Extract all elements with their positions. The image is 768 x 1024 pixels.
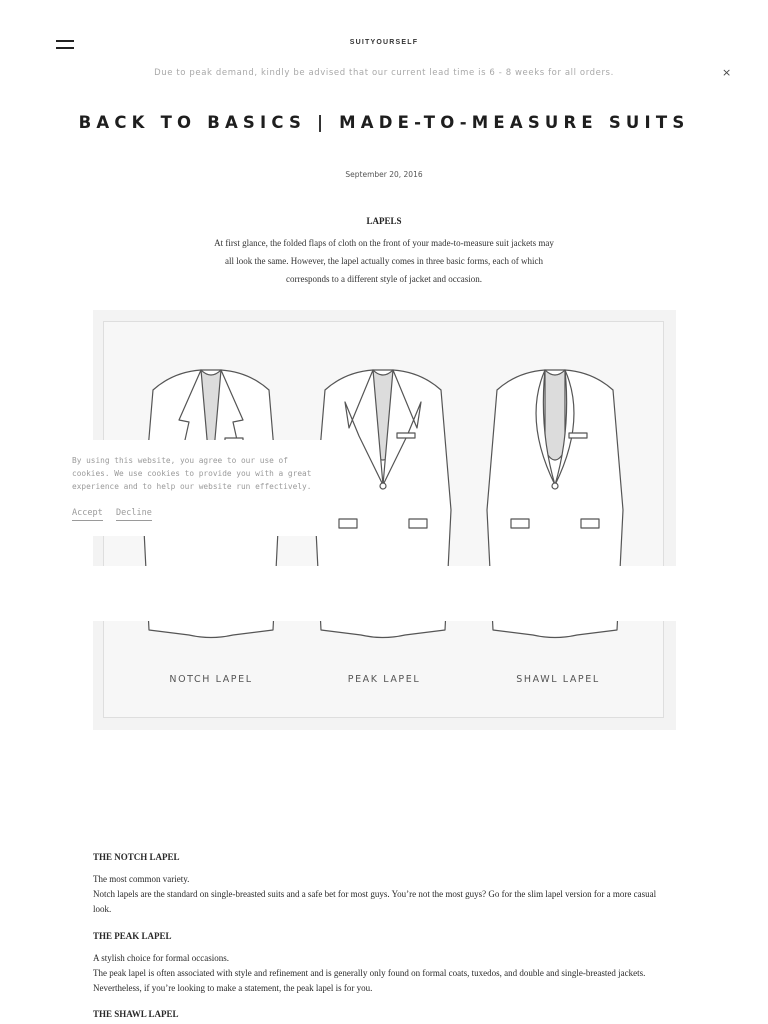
cookie-banner	[66, 440, 322, 536]
section-heading-lapels: LAPELS	[366, 216, 402, 226]
peak-lapel-label: PEAK LAPEL	[347, 674, 421, 685]
post-date: September 20, 2016	[345, 170, 423, 179]
accept-button[interactable]: Accept	[72, 508, 103, 521]
section-shawl	[93, 1009, 673, 1019]
section-peak	[93, 931, 673, 996]
section-heading: THE SHAWL LAPEL	[93, 1009, 179, 1019]
section-heading: THE PEAK LAPEL	[93, 931, 172, 941]
menu-line	[56, 47, 74, 49]
section-text: Notch lapels are the standard on single-breasted suits and a safe bet for most guys. You’re not the most guys? Go for the slim lapel version for a more casual look.	[93, 889, 657, 914]
section-text: A stylish choice for formal occasions.	[93, 953, 229, 963]
section-text: The peak lapel is often associated with style and refinement and is generally only found on formal coats, tuxedos, and double and single-breasted jackets. Nevertheless, if you’re looking to make a statement, the peak lapel is for you.	[93, 968, 646, 993]
section-text: The most common variety.	[93, 874, 190, 884]
decline-button[interactable]: Decline	[116, 508, 152, 521]
announcement-bar: Due to peak demand, kindly be advised that our current lead time is 6 - 8 weeks for all orders.	[154, 68, 614, 78]
site-logo[interactable]: SUITYOURSELF	[349, 39, 419, 46]
page-title: BACK TO BASICS | MADE-TO-MEASURE SUITS	[78, 113, 690, 132]
intro-paragraph: At first glance, the folded flaps of cloth on the front of your made-to-measure suit jackets may all look the same. However, the lapel actually comes in three basic forms, each of which corresponds to a different style of jacket and occasion.	[214, 238, 554, 284]
section-heading: THE NOTCH LAPEL	[93, 852, 180, 862]
cookie-message: By using this website, you agree to our use of cookies. We use cookies to provide you with a great experience and to help our website run effectively.	[72, 456, 312, 491]
image-gap	[93, 566, 676, 621]
shawl-lapel-label: SHAWL LAPEL	[516, 674, 600, 685]
close-icon[interactable]: ×	[722, 66, 732, 79]
section-notch	[93, 852, 673, 917]
notch-lapel-label: NOTCH LAPEL	[169, 674, 253, 685]
